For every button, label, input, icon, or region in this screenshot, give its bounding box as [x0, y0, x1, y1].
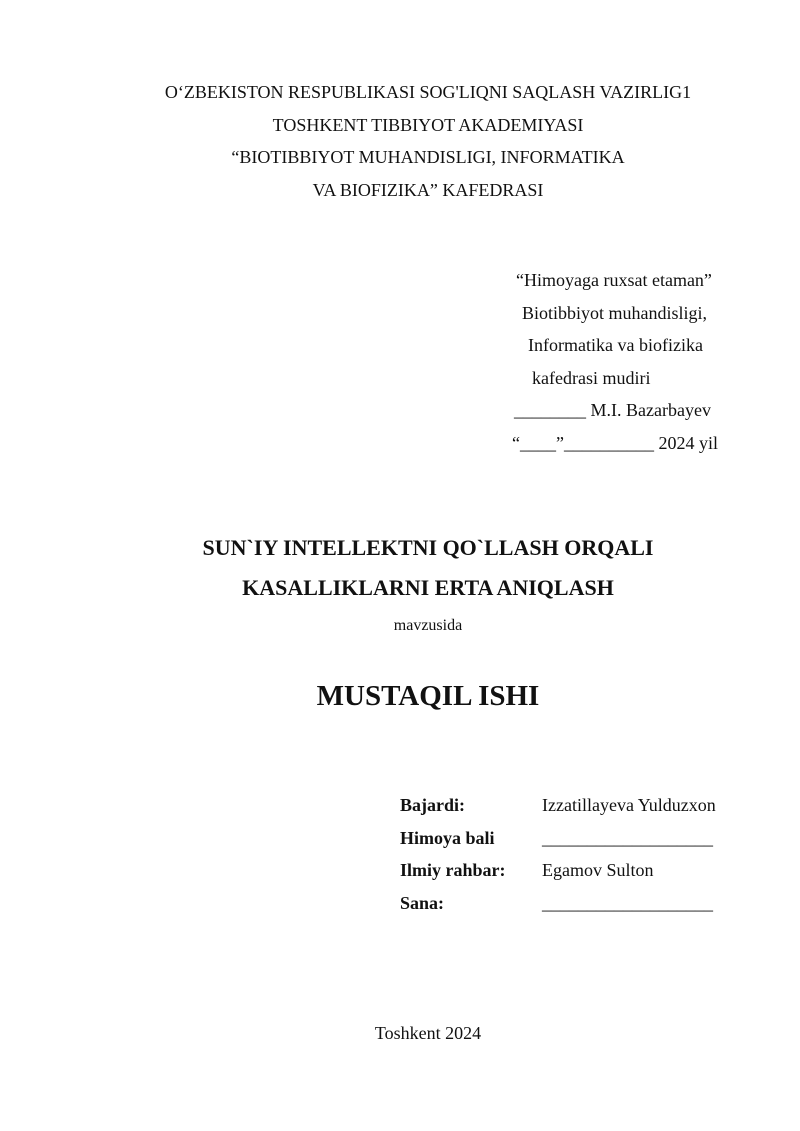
topic-title [0, 528, 800, 608]
academy-line: TOSHKENT TIBBIYOT AKADEMIYASI [272, 114, 584, 135]
approval-date-line: “____”__________ 2024 yil [512, 432, 718, 453]
info-label: Bajardi: [400, 795, 465, 815]
info-value: Egamov Sulton [542, 860, 654, 880]
approval-line-head: kafedrasi mudiri [532, 367, 651, 388]
info-value: ___________________ [542, 827, 713, 848]
city-year-footer: Toshkent 2024 [374, 1023, 482, 1043]
work-type-heading: MUSTAQIL ISHI [316, 680, 540, 712]
topic-title-line-2: KASALLIKLARNI ERTA ANIQLASH [242, 575, 614, 600]
department-line-1: “BIOTIBBIYOT MUHANDISLIGI, INFORMATIKA [231, 147, 625, 167]
author-info-block [400, 789, 740, 919]
info-row-date [400, 887, 740, 920]
info-label: Sana: [400, 892, 445, 913]
topic-subtitle: mavzusida [393, 617, 463, 634]
approval-heading: “Himoyaga ruxsat etaman” [516, 270, 712, 290]
institution-header [0, 76, 800, 206]
info-label: Himoya bali [400, 827, 495, 848]
topic-title-line-1: SUN`IY INTELLEKTNI QO`LLASH ORQALI [202, 535, 654, 560]
info-row-author [400, 789, 740, 822]
department-line-2: VA BIOFIZIKA” KAFEDRASI [312, 179, 544, 200]
info-value: ___________________ [542, 892, 713, 913]
info-row-defense-score [400, 822, 740, 855]
ministry-line: O‘ZBEKISTON RESPUBLIKASI SOG'LIQNI SAQLASH VAZIRLIG1 [164, 82, 692, 102]
approval-signature-line: ________ M.I. Bazarbayev [514, 400, 711, 420]
approval-block [500, 264, 740, 459]
approval-line-informatics: Informatika va biofizika [528, 335, 703, 355]
approval-line-department: Biotibbiyot muhandisligi, [522, 302, 708, 323]
info-value: Izzatillayeva Yulduzxon [542, 795, 716, 815]
info-label: Ilmiy rahbar: [400, 860, 506, 880]
info-row-supervisor [400, 854, 740, 887]
